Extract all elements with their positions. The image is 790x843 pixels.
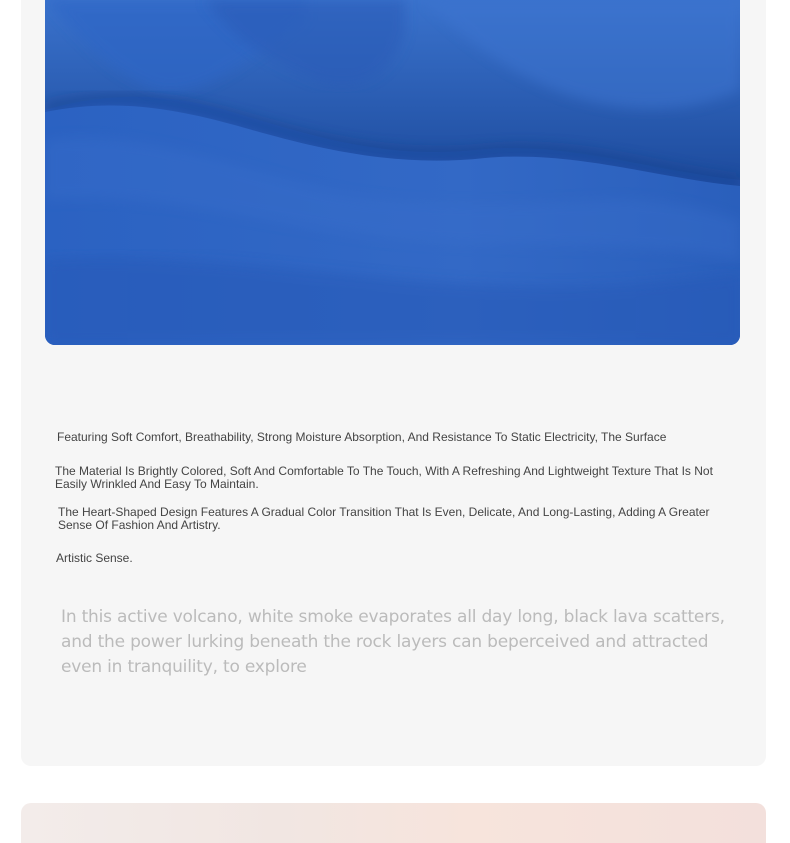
- blue-velvet-fabric-image: [45, 0, 740, 345]
- feature-line-3: The Heart-Shaped Design Features A Gradual Color Transition That Is Even, Delicate, And Long-Lasting, Adding A Greater Sense Of Fashion And Artistry.: [58, 506, 723, 532]
- fabric-product-photo: [45, 0, 740, 345]
- feature-line-4: Artistic Sense.: [56, 552, 356, 565]
- feature-line-2: The Material Is Brightly Colored, Soft And Comfortable To The Touch, With A Refreshing And Lightweight Texture That Is Not Easily Wrinkled And Easy To Maintain.: [55, 465, 720, 491]
- story-paragraph: In this active volcano, white smoke evaporates all day long, black lava scatters, and the power lurking beneath the rock layers can beperceived and attracted even in tranquility, to explore: [61, 607, 725, 677]
- next-section-card: [21, 803, 766, 843]
- feature-line-1: Featuring Soft Comfort, Breathability, Strong Moisture Absorption, And Resistance To Static Electricity, The Surface: [57, 431, 722, 444]
